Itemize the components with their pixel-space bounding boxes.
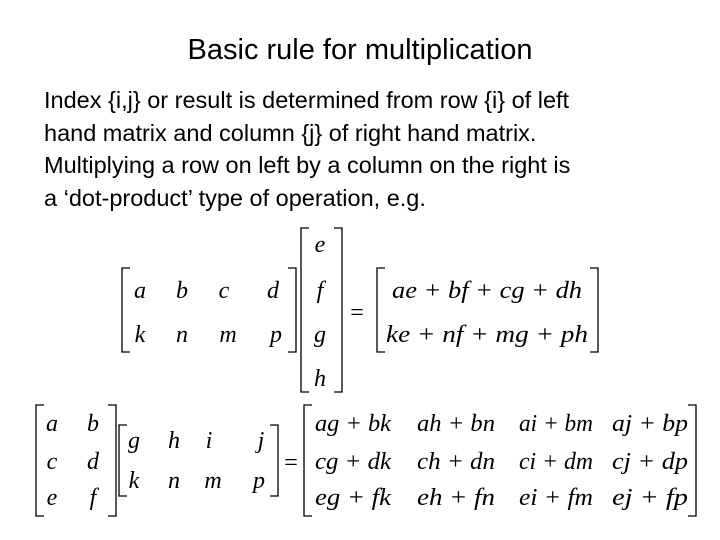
matrix-bracket [334, 228, 342, 392]
matrix-bracket [119, 425, 127, 496]
matrix-entry: ke + nf + mg + ph [386, 322, 588, 348]
matrix-bracket [288, 268, 296, 352]
matrix-entry: ej + fp [612, 485, 688, 511]
matrix-entry: d [267, 278, 279, 304]
matrix-entry: f [316, 278, 324, 304]
matrix-bracket [270, 425, 278, 496]
matrix-entry: d [87, 449, 99, 475]
equals-sign: = [284, 450, 298, 476]
matrix-entry: b [87, 411, 99, 437]
matrix-entry: p [253, 468, 265, 494]
matrix-entry: k [128, 468, 140, 494]
matrix-bracket [301, 228, 309, 392]
matrix-entry: g [314, 322, 326, 348]
matrix-entry: ag + bk [315, 411, 392, 437]
matrix-bracket [108, 405, 116, 516]
matrix-entry: n [168, 468, 180, 494]
matrix-entry: ei + fm [519, 485, 593, 511]
matrix-entry: i [205, 428, 213, 454]
matrix-entry: e [46, 485, 58, 511]
matrix-entry: p [270, 322, 282, 348]
matrix-entry: k [134, 322, 146, 348]
matrix-bracket [377, 268, 385, 352]
matrix-bracket [304, 405, 312, 516]
intro-line: a ‘dot-product’ type of operation, e.g. [44, 184, 426, 211]
intro-line: hand matrix and column {j} of right hand matrix. [44, 119, 537, 146]
slide-title: Basic rule for multiplication [187, 34, 533, 66]
equals-sign: = [350, 300, 364, 326]
matrix-entry: j [257, 428, 265, 454]
matrix-entry: c [218, 278, 230, 304]
matrix-entry: m [204, 468, 222, 494]
matrix-entry: ah + bn [417, 411, 495, 437]
matrix-entry: n [176, 322, 188, 348]
matrix-entry: ai + bm [519, 411, 593, 437]
matrix-entry: eh + fn [417, 485, 495, 511]
intro-line: Multiplying a row on left by a column on the right is [44, 152, 571, 178]
matrix-entry: a [46, 411, 58, 437]
matrix-entry: cj + dp [612, 449, 688, 475]
matrix-entry: h [168, 428, 180, 454]
example-1-equation [122, 228, 598, 392]
matrix-entry: e [314, 232, 326, 258]
matrix-bracket [688, 405, 696, 516]
matrix-entry: ch + dn [417, 449, 495, 475]
matrix-entry: ci + dm [519, 449, 593, 475]
matrix-entry: h [314, 366, 326, 392]
matrix-entry: ae + bf + cg + dh [392, 278, 582, 304]
matrix-entry: cg + dk [315, 449, 392, 475]
matrix-entry: eg + fk [315, 485, 392, 511]
matrix-entry: aj + bp [612, 411, 688, 437]
matrix-bracket [122, 268, 130, 352]
matrix-bracket [36, 405, 44, 516]
matrix-bracket [590, 268, 598, 352]
matrix-entry: a [134, 278, 146, 304]
example-2-equation [36, 405, 696, 516]
intro-line: Index {i,j} or result is determined from row {i} of left [44, 87, 570, 113]
matrix-entry: c [46, 449, 58, 475]
matrix-entry: m [219, 322, 237, 348]
matrix-entry: g [128, 428, 140, 454]
matrix-entry: f [89, 485, 97, 511]
matrix-entry: b [176, 278, 188, 304]
